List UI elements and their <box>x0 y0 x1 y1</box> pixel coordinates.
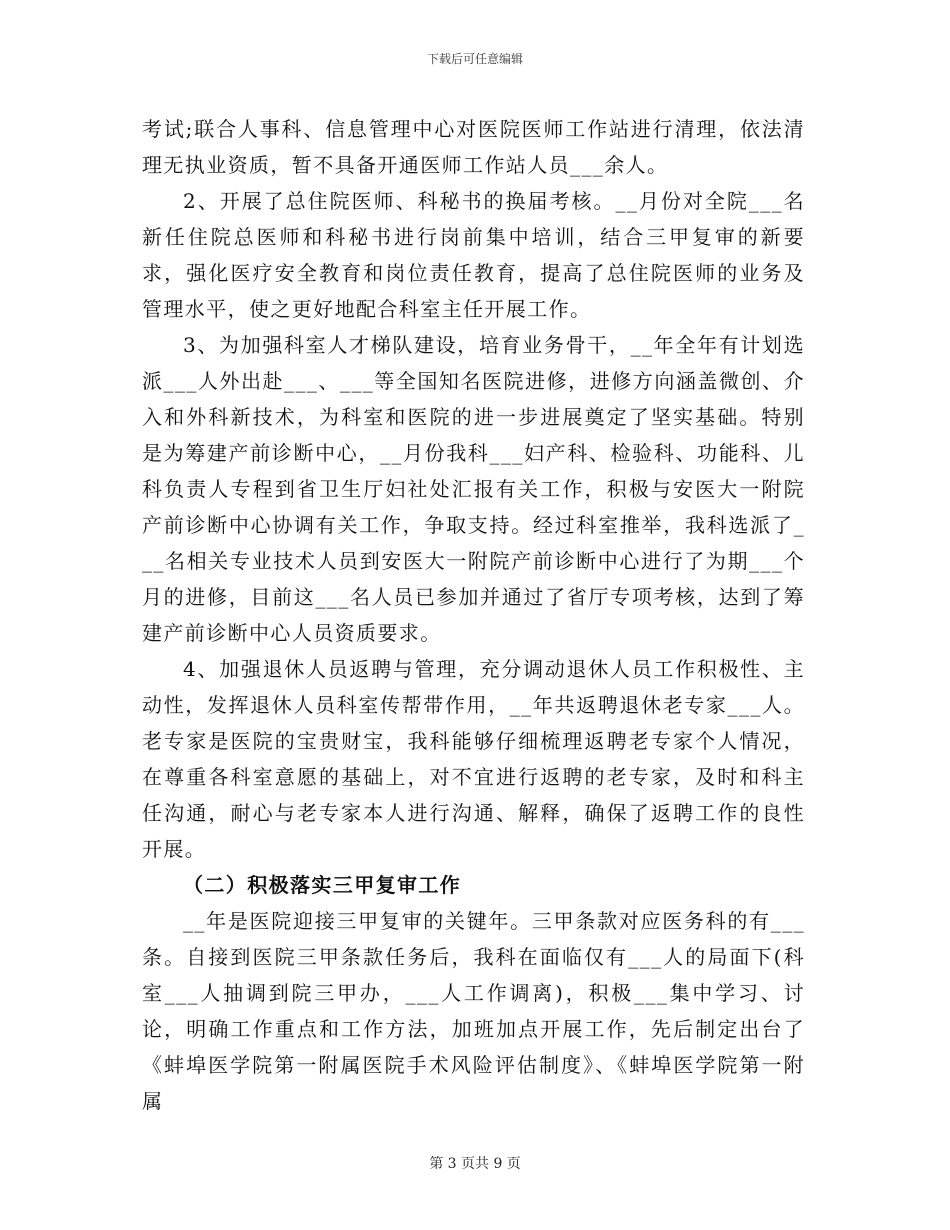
page-header: 下载后可任意编辑 <box>426 52 523 66</box>
section-heading: （二）积极落实三甲复审工作 <box>183 873 462 897</box>
paragraph-continuation: 考试;联合人事科、信息管理中心对医院医师工作站进行清理，依法清理无执业资质，暂不具备开通医师工作站人员___余人。 <box>142 117 805 177</box>
page-number-footer: 第 3 页共 9 页 <box>429 1156 521 1172</box>
paragraph-item-2: 2、开展了总住院医师、科秘书的换届考核。__月份对全院___名新任住院总医师和科秘书进行岗前集中培训，结合三甲复审的新要求，强化医疗安全教育和岗位责任教育，提高了总住院医师的业务及管理水平，使之更好地配合科室主任开展工作。 <box>142 189 805 321</box>
paragraph-item-3: 3、为加强科室人才梯队建设，培育业务骨干，__年全年有计划选派___人外出赴___、___等全国知名医院进修，进修方向涵盖微创、介入和外科新技术，为科室和医院的进一步进展奠定了坚实基础。特别是为筹建产前诊断中心，__月份我科___妇产科、检验科、功能科、儿科负责人专程到省卫生厅妇社处汇报有关工作，积极与安医大一附院产前诊断中心协调有关工作，争取支持。经过科室推举，我科选派了___名相关专业技术人员到安医大一附院产前诊断中心进行了为期___个月的进修，目前这___名人员已参加并通过了省厅专项考核，达到了筹建产前诊断中心人员资质要求。 <box>142 333 805 645</box>
paragraph-item-4: 4、加强退休人员返聘与管理，充分调动退休人员工作积极性、主动性，发挥退休人员科室传帮带作用，__年共返聘退休老专家___人。老专家是医院的宝贵财宝，我科能够仔细梳理返聘老专家个人情况，在尊重各科室意愿的基础上，对不宜进行返聘的老专家，及时和科主任沟通，耐心与老专家本人进行沟通、解释，确保了返聘工作的良性开展。 <box>142 657 805 861</box>
paragraph-section-intro: __年是医院迎接三甲复审的关键年。三甲条款对应医务科的有___条。自接到医院三甲条款任务后，我科在面临仅有___人的局面下(科室___人抽调到院三甲办，___人工作调离)，积极___集中学习、讨论，明确工作重点和工作方法，加班加点开展工作，先后制定出台了《蚌埠医学院第一附属医院手术风险评估制度》、《蚌埠医学院第一附属 <box>142 909 805 1113</box>
document-body <box>142 111 805 1119</box>
